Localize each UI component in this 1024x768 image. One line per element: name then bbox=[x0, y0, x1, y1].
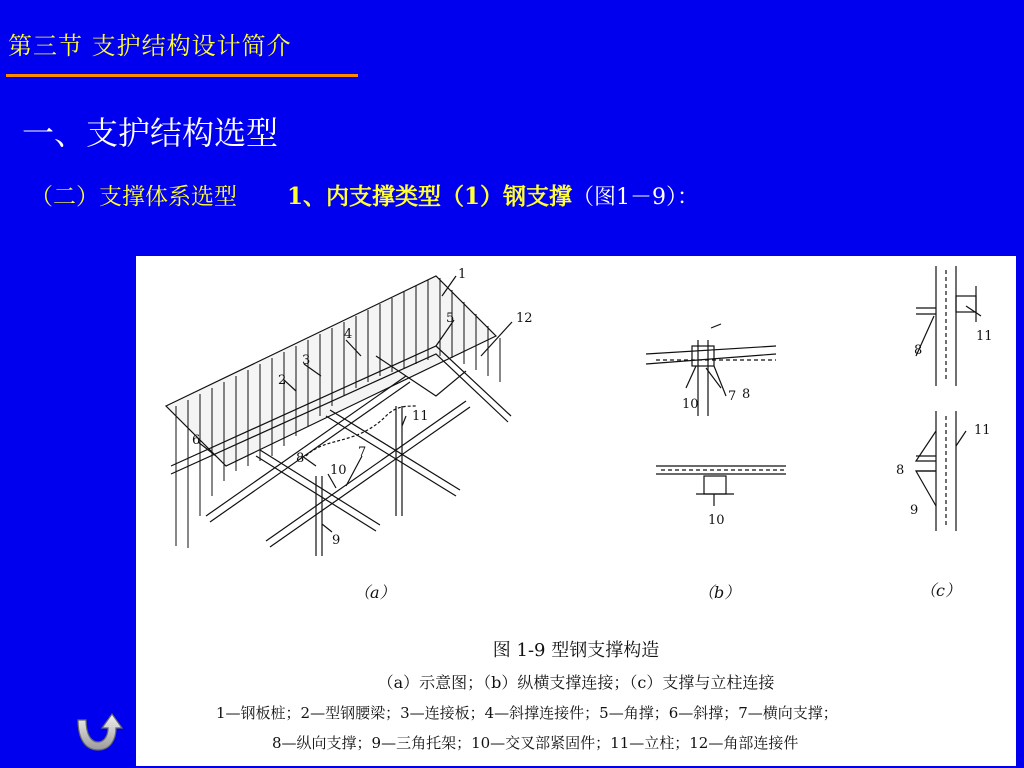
figure-legend-line2: 8—纵向支撑；9—三角托架；10—交叉部紧固件；11—立柱；12—角部连接件 bbox=[272, 734, 799, 752]
sublabel-a: （a） bbox=[354, 583, 396, 602]
subheading-part4: （图1－9）： bbox=[572, 185, 700, 210]
figure-caption-subtitle: （a）示意图；（b）纵横支撑连接；（c）支撑与立柱连接 bbox=[377, 673, 775, 692]
label-a-5: 5 bbox=[446, 311, 455, 326]
label-b-8: 8 bbox=[742, 387, 751, 402]
section-title: 第三节 支护结构设计简介 bbox=[8, 32, 292, 60]
label-a-12: 12 bbox=[516, 311, 533, 326]
label-a-7: 7 bbox=[358, 445, 367, 460]
label-b-10-lower: 10 bbox=[708, 513, 725, 528]
subheading-part1: （二）支撑体系选型 bbox=[30, 184, 237, 210]
label-a-9: 9 bbox=[332, 533, 341, 548]
label-b-7: 7 bbox=[728, 389, 737, 404]
title-underline bbox=[6, 74, 358, 77]
sublabel-c: （c） bbox=[920, 581, 961, 600]
figure-b-numbers bbox=[682, 387, 750, 528]
label-c-11-upper: 11 bbox=[976, 329, 993, 344]
subheading-part2: 1、内支撑类型 bbox=[287, 183, 442, 210]
subheading bbox=[30, 178, 699, 211]
page-heading: 一、支护结构选型 bbox=[22, 114, 279, 152]
sublabel-b: （b） bbox=[698, 583, 741, 602]
label-a-6: 6 bbox=[192, 433, 201, 448]
label-c-8-upper: 8 bbox=[914, 343, 923, 358]
label-a-4: 4 bbox=[344, 327, 353, 342]
label-a-1: 1 bbox=[458, 267, 467, 282]
return-arrow-icon[interactable] bbox=[72, 710, 124, 754]
label-b-10: 10 bbox=[682, 397, 699, 412]
label-a-2: 2 bbox=[278, 373, 287, 388]
label-a-3: 3 bbox=[302, 353, 311, 368]
label-c-11-lower: 11 bbox=[974, 423, 991, 438]
steel-bracing-figure bbox=[136, 256, 1016, 766]
label-c-9: 9 bbox=[910, 503, 919, 518]
figure-c-numbers bbox=[896, 329, 993, 518]
label-a-10: 10 bbox=[330, 463, 347, 478]
label-a-11: 11 bbox=[412, 409, 429, 424]
figure-caption-title: 图 1-9 型钢支撑构造 bbox=[492, 640, 660, 661]
subheading-part3: （1）钢支撑 bbox=[441, 183, 573, 210]
label-c-8-lower: 8 bbox=[896, 463, 905, 478]
figure-legend-line1: 1—钢板桩；2—型钢腰梁；3—连接板；4—斜撑连接件；5—角撑；6—斜撑；7—横向支撑； bbox=[216, 704, 838, 722]
label-a-8: 8 bbox=[296, 451, 305, 466]
